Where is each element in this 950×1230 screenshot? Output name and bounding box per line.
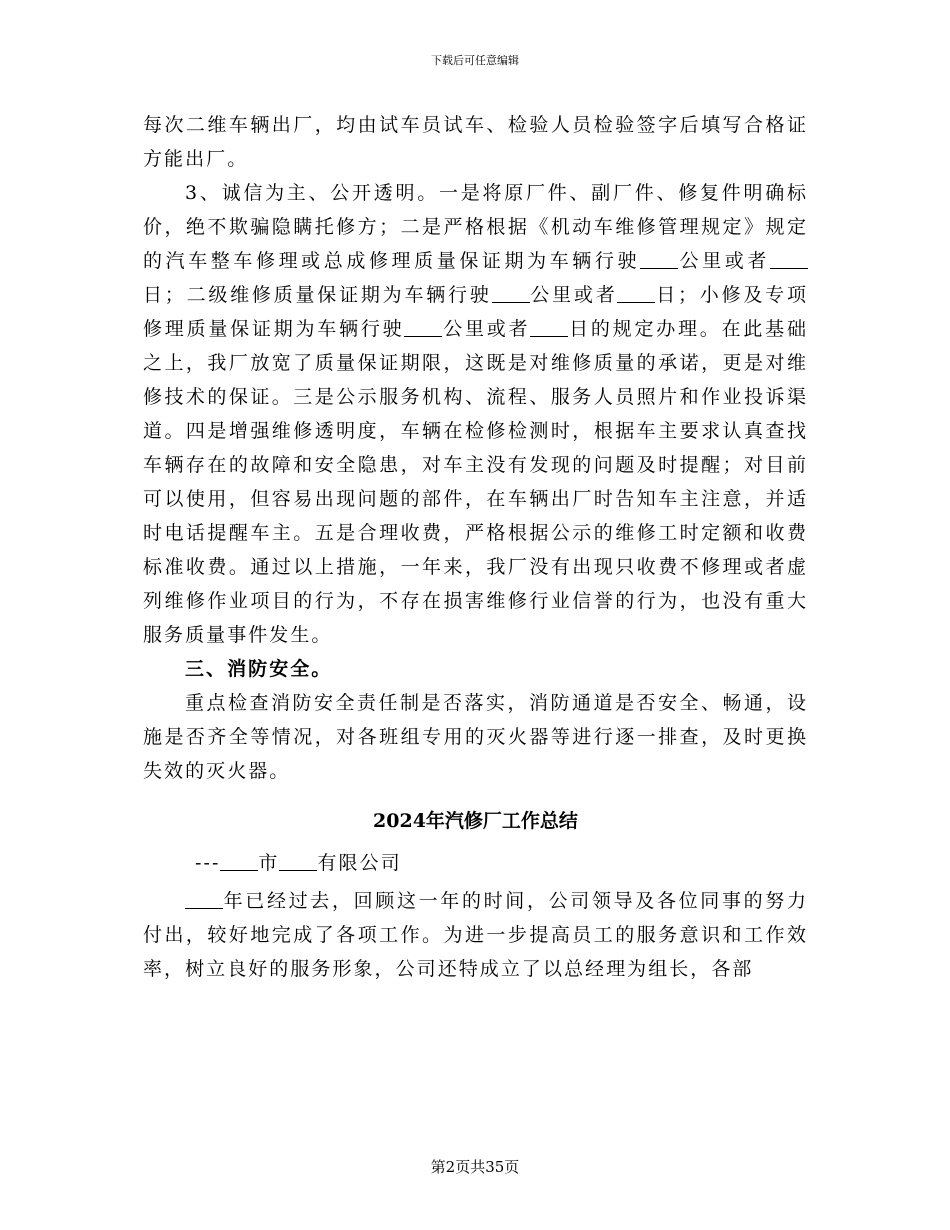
company-line (143, 846, 808, 880)
company-line-dashes: --- (195, 852, 221, 874)
blank-field (279, 850, 317, 871)
paragraph-2-text-e: 日；小修及专项修理质量保证期为车辆行驶 (143, 284, 808, 340)
paragraph-2 (143, 176, 808, 652)
blank-field (770, 248, 808, 269)
paragraph-2-text-b: 公里或者 (678, 250, 770, 272)
paragraph-4 (143, 884, 808, 986)
blank-field (185, 888, 223, 909)
company-line-city: 市 (258, 852, 280, 874)
page-header: 下载后可任意编辑 (431, 54, 519, 67)
blank-field (492, 282, 530, 303)
paragraph-4-text: 年已经过去，回顾这一年的时间，公司领导及各位同事的努力付出，较好地完成了各项工作。为进一步提高员工的服务意识和工作效率，树立良好的服务形象，公司还特成立了以总经理为组长，各部 (143, 890, 808, 980)
paragraph-2-text-a: 3、诚信为主、公开透明。一是将原厂件、副厂件、修复件明确标价，绝不欺骗隐瞒托修方；二是严格根据《机动车维修管理规定》规定的汽车整车修理或总成修理质量保证期为车辆行驶 (143, 182, 808, 272)
paragraph-2-text-d: 公里或者 (529, 284, 618, 306)
paragraph-2-text-f: 公里或者 (442, 318, 531, 340)
page-footer: 第2页共35页 (430, 1158, 520, 1176)
section-heading-fire-safety: 三、消防安全。 (185, 658, 333, 680)
paragraph-1: 每次二维车辆出厂，均由试车员试车、检验人员检验签字后填写合格证方能出厂。 (143, 114, 808, 170)
blank-field (220, 850, 258, 871)
document-title: 2024年汽修厂工作总结 (373, 810, 578, 832)
paragraph-2-text-g: 日的规定办理。在此基础之上，我厂放宽了质量保证期限，这既是对维修质量的承诺，更是对维修技术的保证。三是公示服务机构、流程、服务人员照片和作业投诉渠道。四是增强维修透明度，车辆在检修检测时，根据车主要求认真查找车辆存在的故障和安全隐患，对车主没有发现的问题及时提醒；对目前可以使用，但容易出现问题的部件，在车辆出厂时告知车主注意，并适时电话提醒车主。五是合理收费，严格根据公示的维修工时定额和收费标准收费。通过以上措施，一年来，我厂没有出现只收费不修理或者虚列维修作业项目的行为，不存在损害维修行业信誉的行为，也没有重大服务质量事件发生。 (143, 318, 808, 646)
blank-field (617, 282, 655, 303)
blank-field (530, 316, 568, 337)
company-line-company: 有限公司 (317, 852, 402, 874)
document-body (143, 108, 808, 986)
blank-field (640, 248, 678, 269)
paragraph-3: 重点检查消防安全责任制是否落实，消防通道是否安全、畅通，设施是否齐全等情况，对各班组专用的灭火器等进行逐一排查，及时更换失效的灭火器。 (143, 692, 808, 782)
paragraph-2-text-c: 日；二级维修质量保证期为车辆行驶 (143, 284, 492, 306)
blank-field (404, 316, 442, 337)
